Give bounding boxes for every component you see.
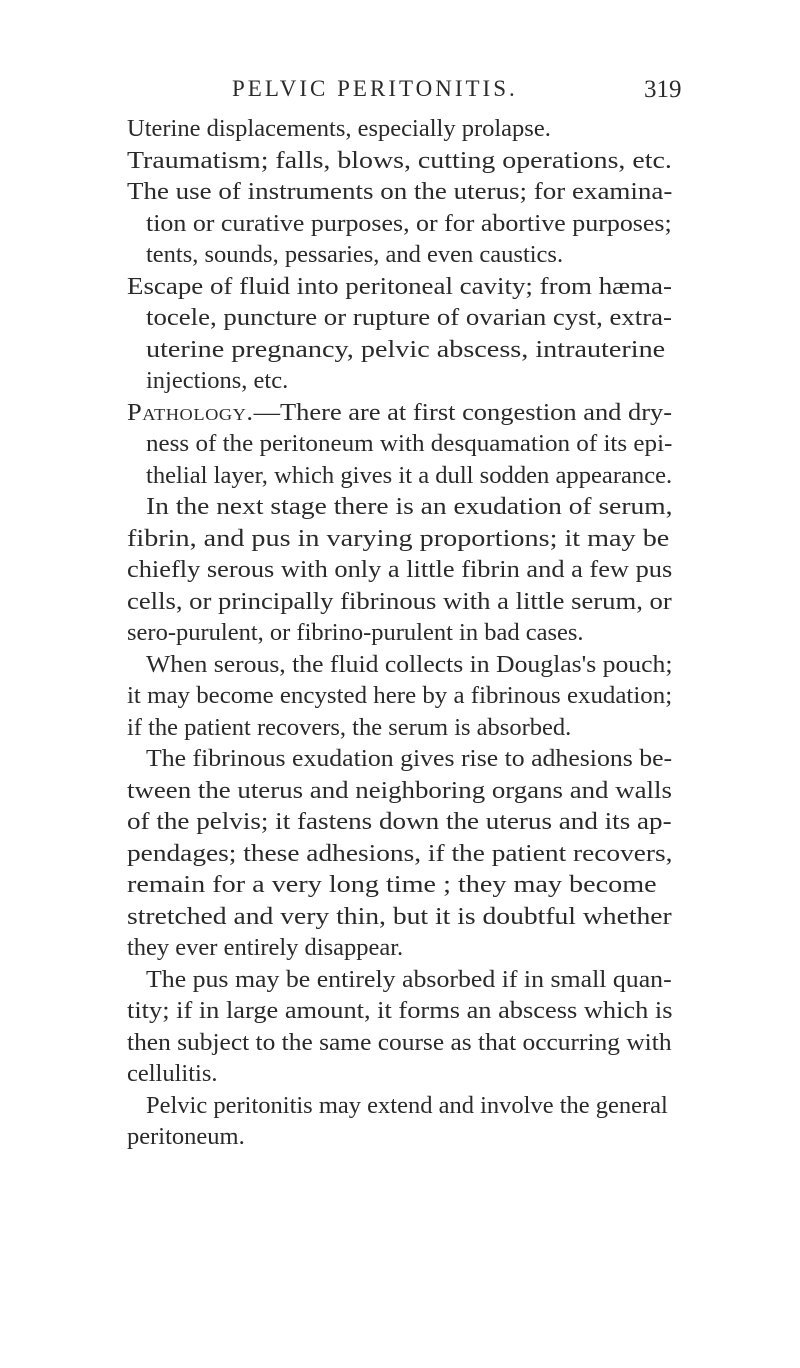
page-number: 319 (644, 76, 682, 103)
text-line: tion or curative purposes, or for abortive purposes; (146, 210, 672, 237)
text-line: peritoneum. (127, 1123, 245, 1150)
pathology-heading: Pathology. (127, 399, 254, 426)
text-line: cellulitis. (127, 1060, 218, 1087)
text-line: chiefly serous with only a little fibrin and a few pus (127, 556, 673, 583)
text-line: Traumatism; falls, blows, cutting operations, etc. (127, 147, 672, 174)
text-line: The pus may be entirely absorbed if in small quan- (146, 966, 672, 993)
text-line: remain for a very long time ; they may become (127, 871, 657, 898)
text-line: Uterine displacements, especially prolapse. (127, 115, 551, 142)
text-line (127, 398, 672, 428)
running-title: PELVIC PERITONITIS. (232, 76, 518, 101)
pathology-line-text: —There are at first congestion and dry- (253, 399, 673, 426)
text-line: if the patient recovers, the serum is absorbed. (127, 714, 572, 741)
text-line: cells, or principally fibrinous with a little serum, or (127, 588, 672, 615)
text-line: The fibrinous exudation gives rise to adhesions be- (146, 745, 673, 772)
text-line: stretched and very thin, but it is doubtful whether (127, 903, 672, 930)
text-line: tween the uterus and neighboring organs and walls (127, 777, 672, 804)
text-line: uterine pregnancy, pelvic abscess, intrauterine (146, 336, 666, 363)
text-line: sero-purulent, or fibrino-purulent in bad cases. (127, 619, 584, 646)
text-line: Escape of fluid into peritoneal cavity; from hæma- (127, 273, 672, 300)
running-head (0, 76, 800, 116)
text-line: tocele, puncture or rupture of ovarian cyst, extra- (146, 304, 672, 331)
text-line: Pelvic peritonitis may extend and involve the general (146, 1092, 668, 1119)
text-line: of the pelvis; it fastens down the uterus and its ap- (127, 808, 672, 835)
text-line: fibrin, and pus in varying proportions; it may be (127, 525, 670, 552)
text-line: tity; if in large amount, it forms an abscess which is (127, 997, 673, 1024)
text-line: it may become encysted here by a fibrinous exudation; (127, 682, 673, 709)
text-line: In the next stage there is an exudation of serum, (146, 493, 673, 520)
text-line: then subject to the same course as that occurring with (127, 1029, 672, 1056)
text-line: injections, etc. (146, 367, 289, 394)
text-line: thelial layer, which gives it a dull sodden appearance. (146, 462, 673, 489)
text-line: they ever entirely disappear. (127, 934, 404, 961)
text-line: ness of the peritoneum with desquamation of its epi- (146, 430, 673, 457)
text-line: tents, sounds, pessaries, and even caustics. (146, 241, 564, 268)
text-line: When serous, the fluid collects in Douglas's pouch; (146, 651, 673, 678)
text-line: The use of instruments on the uterus; for examina- (127, 178, 673, 205)
text-line: pendages; these adhesions, if the patient recovers, (127, 840, 673, 867)
